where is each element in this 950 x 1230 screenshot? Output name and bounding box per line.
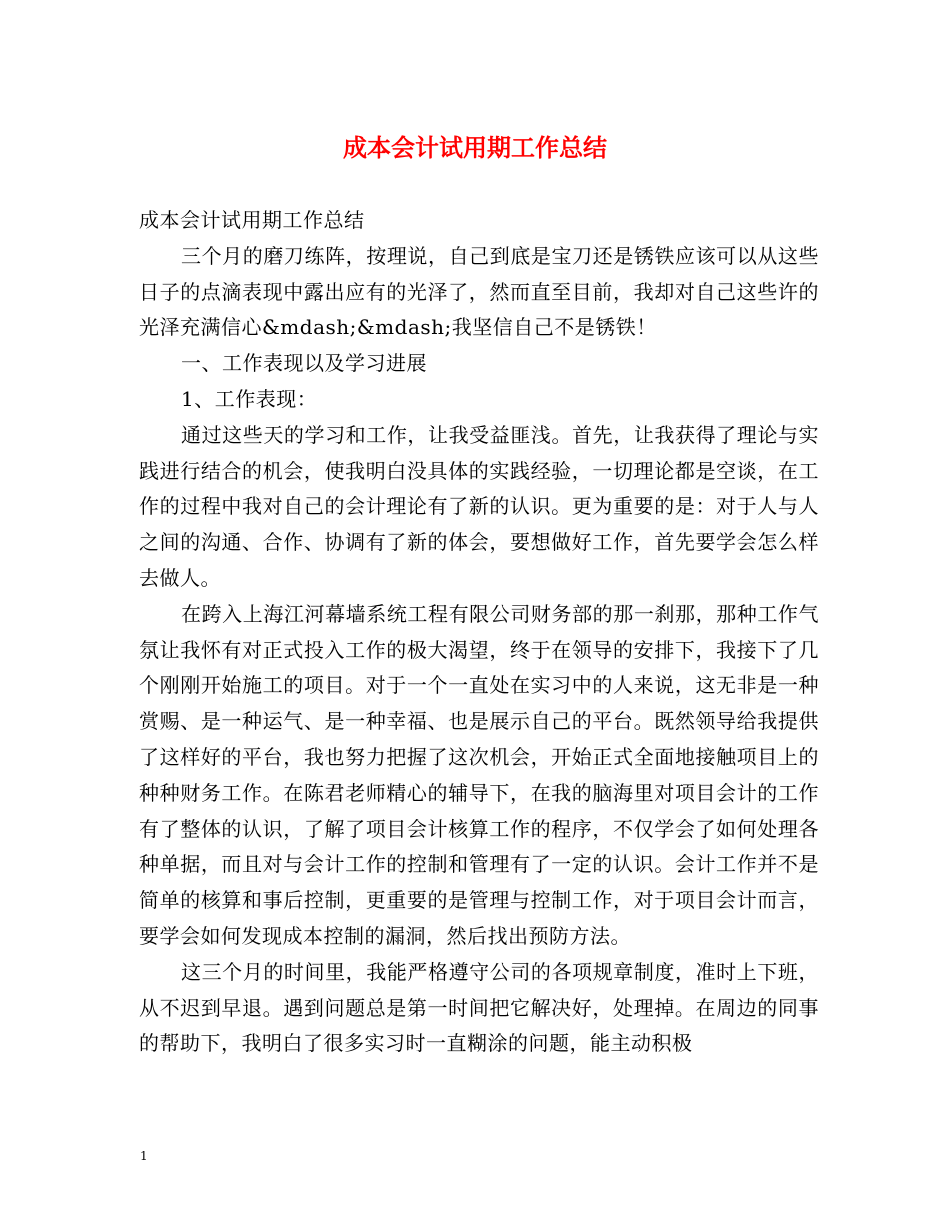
body-paragraph: 通过这些天的学习和工作，让我受益匪浅。首先，让我获得了理论与实践进行结合的机会，使我明白没具体的实践经验，一切理论都是空谈，在工作的过程中我对自己的会计理论有了新的认识。更为重要的是：对于人与人之间的沟通、合作、协调有了新的体会，要想做好工作，首先要学会怎么样去做人。 [139,422,819,590]
section-heading: 一、工作表现以及学习进展 [181,351,427,376]
subsection-heading: 1、工作表现： [181,386,318,411]
subtitle-paragraph: 成本会计试用期工作总结 [139,208,365,232]
body-paragraph: 三个月的磨刀练阵，按理说，自己到底是宝刀还是锈铁应该可以从这些日子的点滴表现中露出应有的光泽了，然而直至目前，我却对自己这些许的光泽充满信心&mdash;&mdash;我坚信自己不是锈铁！ [139,243,819,340]
body-paragraph: 这三个月的时间里，我能严格遵守公司的各项规章制度，准时上下班，从不迟到早退。遇到问题总是第一时间把它解决好，处理掉。在周边的同事的帮助下，我明白了很多实习时一直糊涂的问题，能主动积极 [139,959,819,1056]
page-number: 1 [140,1149,148,1163]
document-title: 成本会计试用期工作总结 [343,133,607,162]
document-body [139,203,819,1062]
body-paragraph: 在跨入上海江河幕墙系统工程有限公司财务部的那一刹那，那种工作气氛让我怀有对正式投入工作的极大渴望，终于在领导的安排下，我接下了几个刚刚开始施工的项目。对于一个一直处在实习中的人来说，这无非是一种赏赐、是一种运气、是一种幸福、也是展示自己的平台。既然领导给我提供了这样好的平台，我也努力把握了这次机会，开始正式全面地接触项目上的种种财务工作。在陈君老师精心的辅导下，在我的脑海里对项目会计的工作有了整体的认识，了解了项目会计核算工作的程序，不仅学会了如何处理各种单据，而且对与会计工作的控制和管理有了一定的认识。会计工作并不是简单的核算和事后控制，更重要的是管理与控制工作，对于项目会计而言，要学会如何发现成本控制的漏洞，然后找出预防方法。 [139,601,819,948]
